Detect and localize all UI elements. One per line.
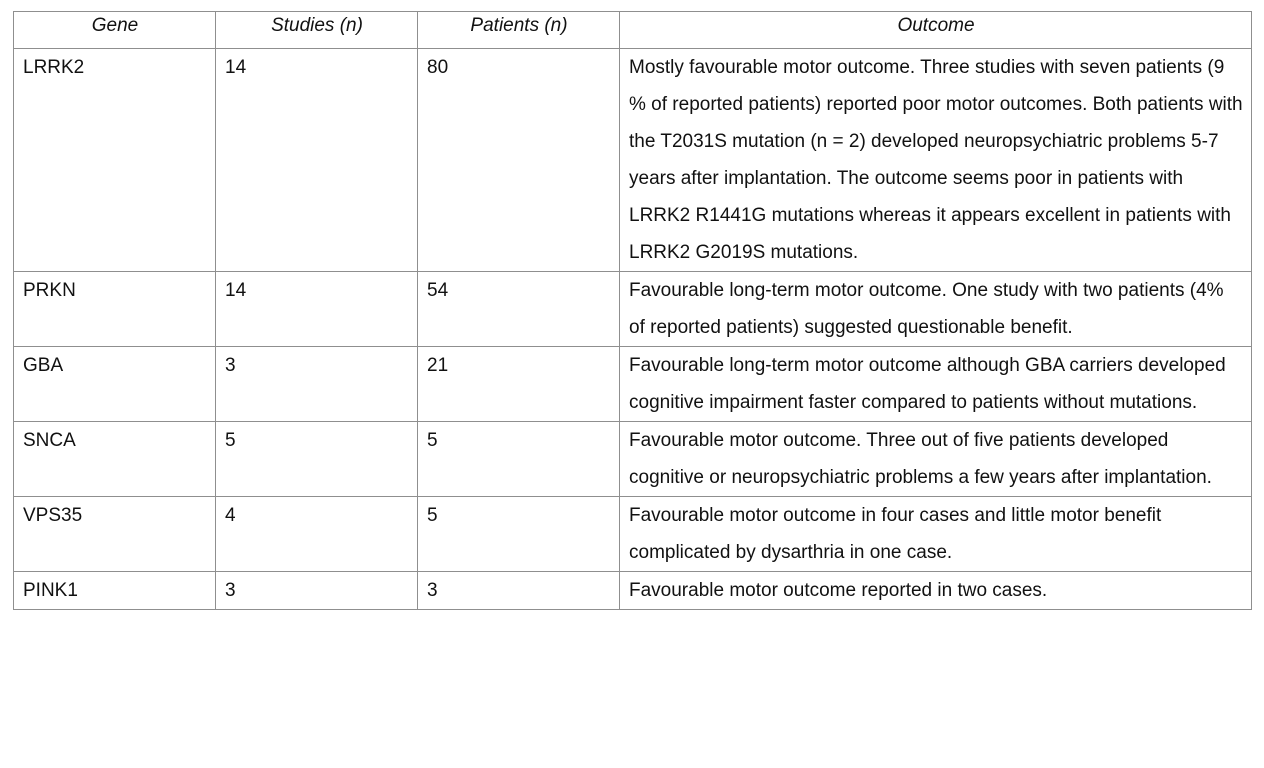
table-row [14,422,1252,497]
outcome-cell: Favourable motor outcome reported in two cases. [620,572,1252,610]
gene-cell: LRRK2 [14,49,216,272]
header-gene: Gene [14,12,216,49]
table-row [14,272,1252,347]
studies-cell: 5 [216,422,418,497]
table-row [14,347,1252,422]
outcome-cell: Favourable long-term motor outcome. One study with two patients (4% of reported patients) suggested questionable benefit. [620,272,1252,347]
gene-cell: GBA [14,347,216,422]
studies-cell: 3 [216,572,418,610]
patients-cell: 3 [418,572,620,610]
gene-cell: VPS35 [14,497,216,572]
outcome-cell: Mostly favourable motor outcome. Three studies with seven patients (9 % of reported patients) reported poor motor outcomes. Both patients with the T2031S mutation (n = 2) developed neuropsychiatric problems 5-7 years after implantation. The outcome seems poor in patients with LRRK2 R1441G mutations whereas it appears excellent in patients with LRRK2 G2019S mutations. [620,49,1252,272]
table-body [14,49,1252,610]
patients-cell: 80 [418,49,620,272]
patients-cell: 5 [418,497,620,572]
header-outcome: Outcome [620,12,1252,49]
outcome-cell: Favourable long-term motor outcome although GBA carriers developed cognitive impairment faster compared to patients without mutations. [620,347,1252,422]
gene-cell: SNCA [14,422,216,497]
patients-cell: 54 [418,272,620,347]
studies-cell: 4 [216,497,418,572]
gene-outcome-table [13,11,1252,610]
studies-cell: 14 [216,272,418,347]
outcome-cell: Favourable motor outcome. Three out of five patients developed cognitive or neuropsychiatric problems a few years after implantation. [620,422,1252,497]
gene-cell: PRKN [14,272,216,347]
patients-cell: 5 [418,422,620,497]
table-row [14,497,1252,572]
header-patients: Patients (n) [418,12,620,49]
table-row [14,49,1252,272]
patients-cell: 21 [418,347,620,422]
gene-cell: PINK1 [14,572,216,610]
table-header [14,12,1252,49]
studies-cell: 3 [216,347,418,422]
header-studies: Studies (n) [216,12,418,49]
table-row [14,572,1252,610]
header-row [14,12,1252,49]
studies-cell: 14 [216,49,418,272]
outcome-cell: Favourable motor outcome in four cases and little motor benefit complicated by dysarthria in one case. [620,497,1252,572]
